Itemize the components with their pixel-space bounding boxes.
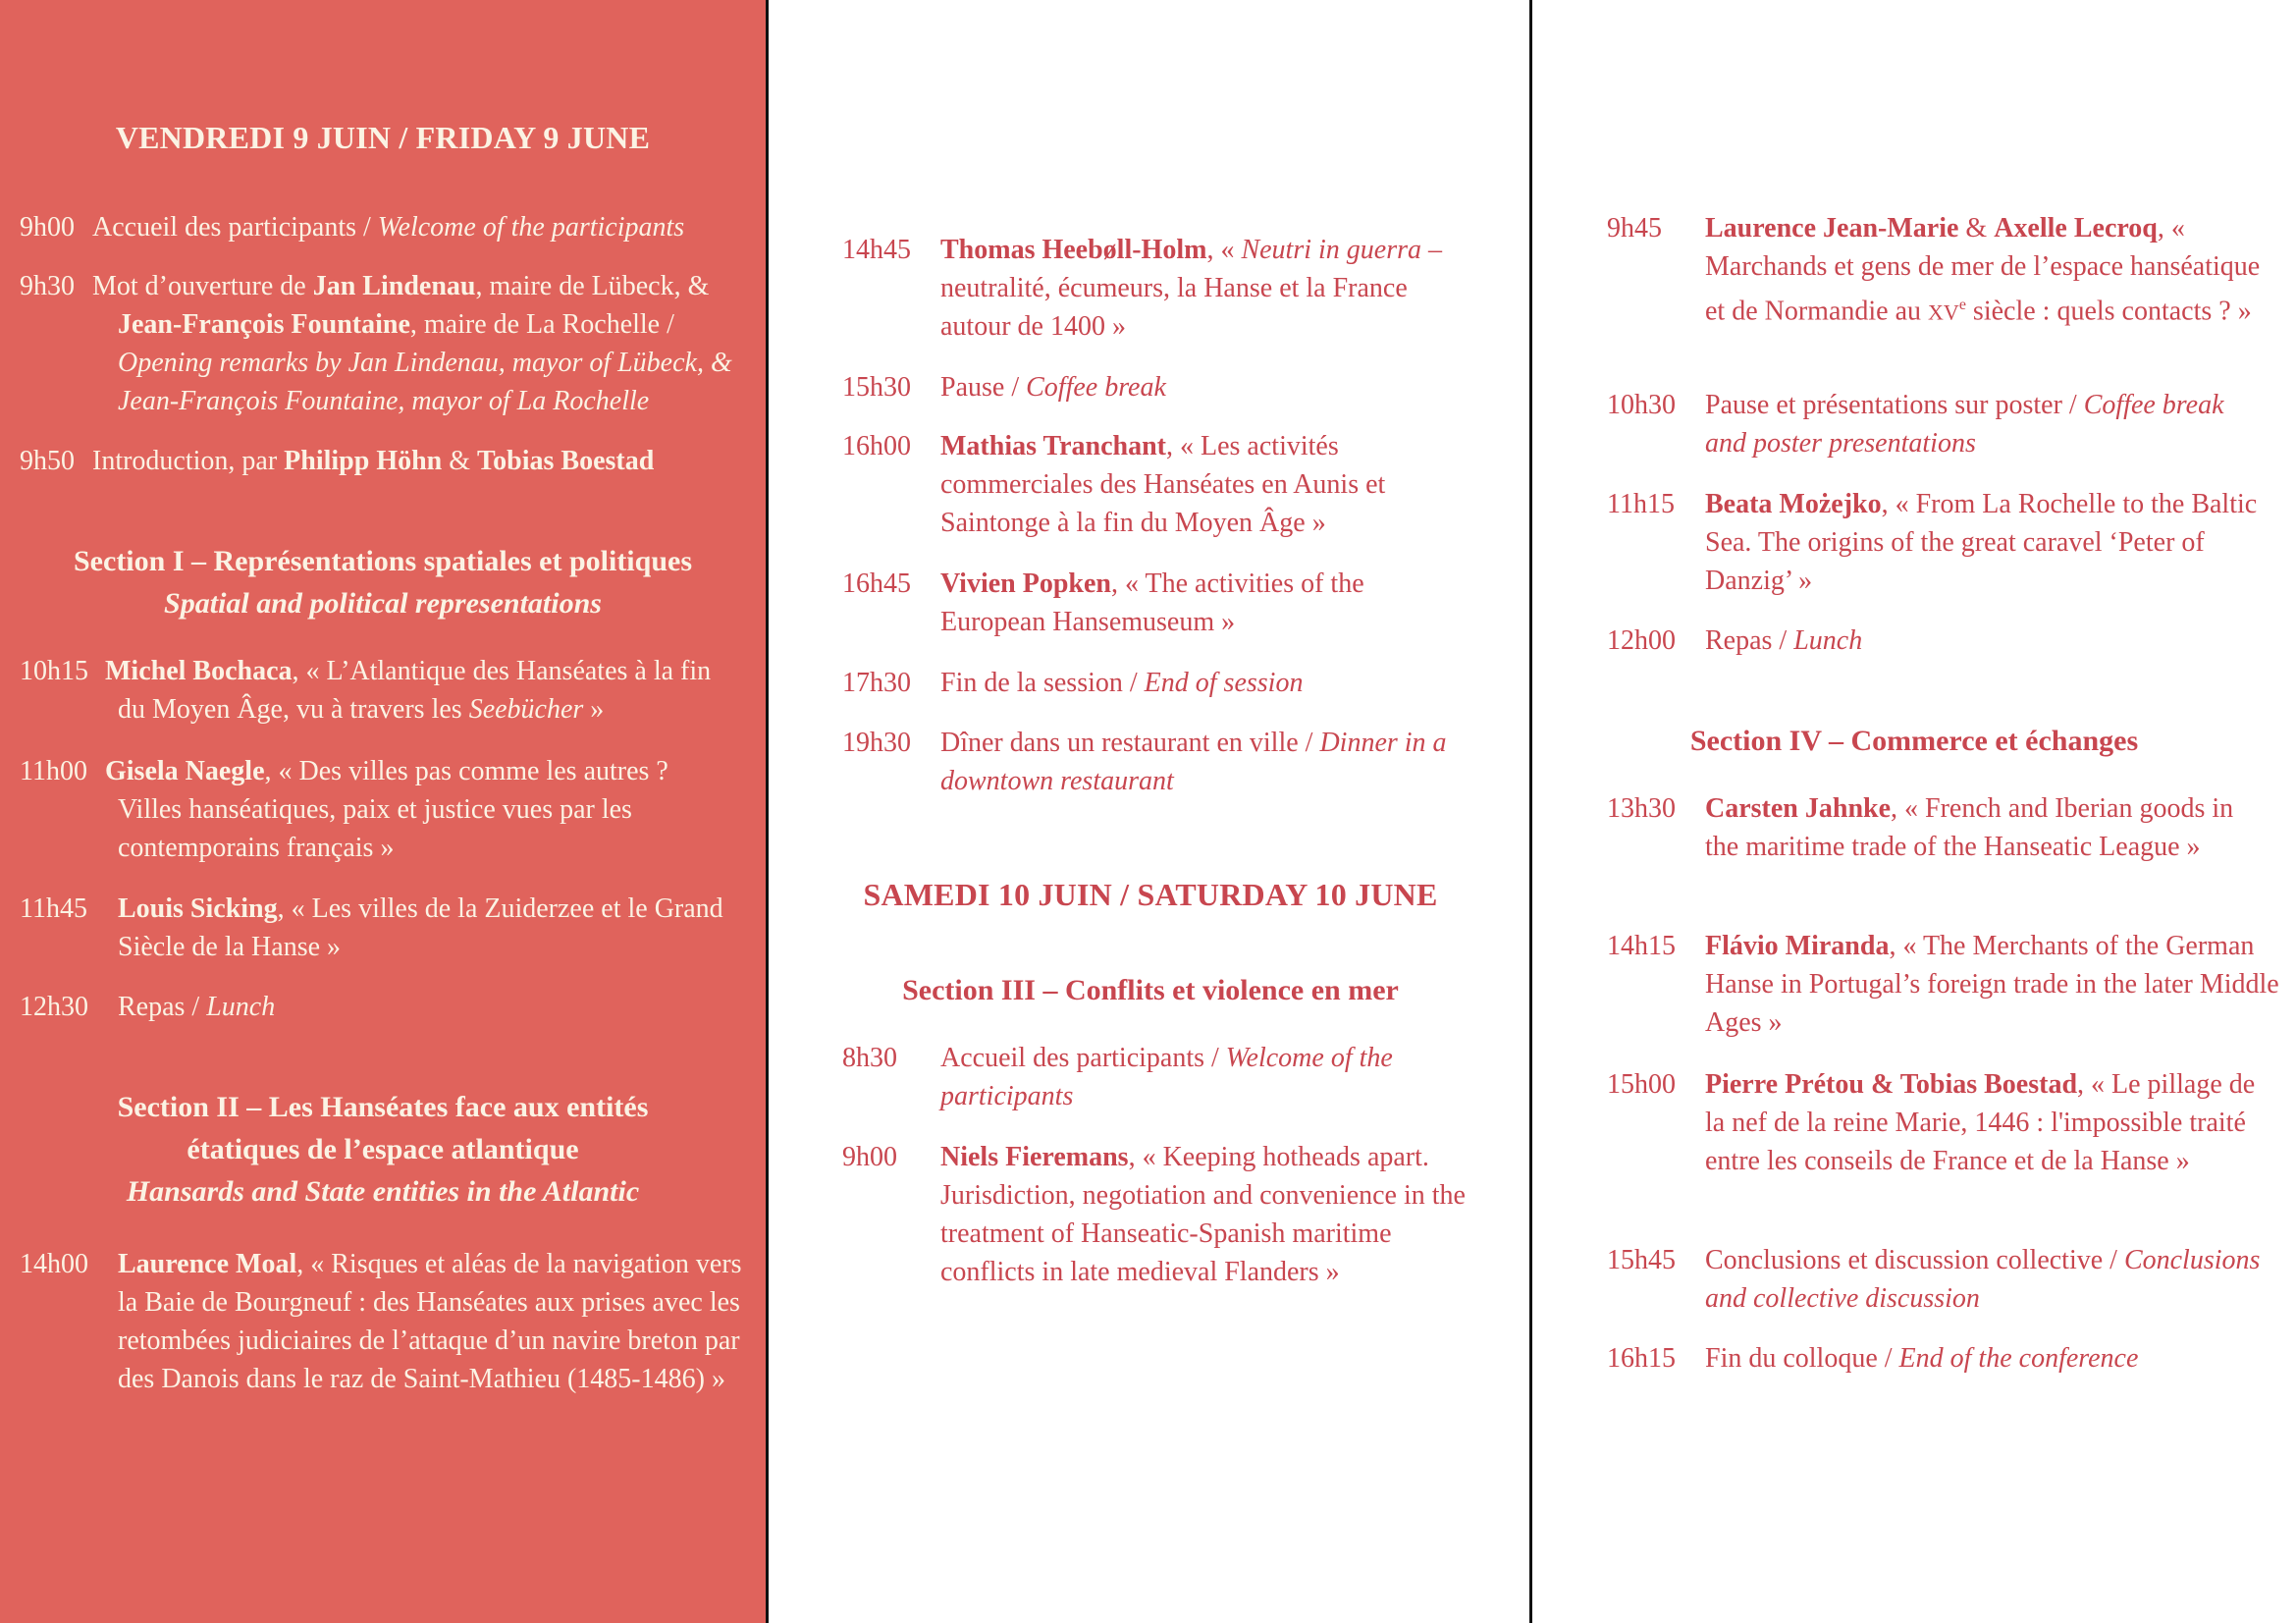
section-2-heading: Section II – Les Hanséates face aux entités étatiques de l’espace atlantique Hansards and State entities in the Atlantic [117, 1091, 649, 1208]
program-entry [842, 368, 1470, 406]
program-entry [842, 1039, 1470, 1115]
entry-text: Repas / Lunch [1705, 625, 1863, 656]
entry-time: 11h45 [20, 893, 87, 924]
entry-text: Introduction, par Philipp Höhn & Tobias Boestad [92, 446, 655, 476]
program-entry [1607, 386, 2265, 462]
entry-time: 14h45 [842, 235, 911, 265]
program-entry [842, 1138, 1470, 1291]
entry-text: Fin du colloque / End of the conference [1705, 1343, 2139, 1374]
entry-text: Thomas Heebøll-Holm, « Neutri in guerra – neutralité, écumeurs, la Hanse et la France autour de 1400 » [940, 235, 1443, 342]
entry-text: Repas / Lunch [118, 992, 276, 1022]
section-4-heading: Section IV – Commerce et échanges [1689, 725, 2139, 757]
entry-time: 15h45 [1607, 1245, 1676, 1275]
entry-time: 9h30 [20, 271, 75, 301]
entry-time: 16h15 [1607, 1343, 1676, 1374]
program-entry [1607, 789, 2265, 866]
program-entry [20, 988, 726, 1026]
entry-time: 10h30 [1607, 390, 1676, 420]
entry-time: 9h00 [20, 212, 75, 243]
program-entry [20, 652, 726, 729]
friday-heading: VENDREDI 9 JUIN / FRIDAY 9 JUNE [115, 120, 651, 155]
entry-time: 11h15 [1607, 489, 1675, 519]
friday-panel [0, 0, 766, 1623]
program-entry [1607, 1241, 2265, 1318]
program-entry [20, 752, 726, 867]
entry-text: Dîner dans un restaurant en ville / Dinner in a downtown restaurant [940, 728, 1447, 796]
entry-time: 9h50 [20, 446, 75, 476]
entry-text: Vivien Popken, « The activities of the European Hansemuseum » [940, 568, 1364, 637]
entry-time: 15h00 [1607, 1069, 1676, 1100]
program-entry [1607, 485, 2265, 600]
program-entry [1607, 622, 2265, 660]
section-1-heading: Section I – Représentations spatiales et politiques Spatial and political representations [74, 545, 692, 620]
entry-text: Pause et présentations sur poster / Coffee break and poster presentations [1705, 390, 2224, 459]
entry-text: Pause / Coffee break [940, 372, 1166, 403]
entry-text: Carsten Jahnke, « French and Iberian goods in the maritime trade of the Hanseatic League » [1705, 793, 2234, 862]
entry-text: Niels Fieremans, « Keeping hotheads apart. Jurisdiction, negotiation and convenience in the treatment of Hanseatic-Spanish maritime conflicts in late medieval Flanders » [940, 1142, 1466, 1287]
program-entry [20, 267, 746, 420]
entry-text: Conclusions et discussion collective / Conclusions and collective discussion [1705, 1245, 2261, 1314]
entry-time: 9h45 [1607, 213, 1662, 243]
program-entry [20, 208, 746, 246]
entry-text: Mot d’ouverture de Jan Lindenau, maire de Lübeck, & Jean-François Fountaine, maire de La Rochelle / Opening remarks by Jan Lindenau, mayor of Lübeck, & Jean-François Fountaine, mayor of La Rochelle [92, 271, 732, 416]
entry-time: 17h30 [842, 668, 911, 698]
friday-afternoon-saturday-panel [766, 0, 1532, 1623]
entry-text: Laurence Moal, « Risques et aléas de la navigation vers la Baie de Bourgneuf : des Hanséates aux prises avec les retombées judiciaires de l’attaque d’un navire breton par des Danois dans le raz de Saint-Mathieu (1485-1486) » [118, 1249, 742, 1394]
entry-text: Accueil des participants / Welcome of the participants [940, 1043, 1393, 1111]
entry-time: 9h00 [842, 1142, 897, 1172]
entry-time: 15h30 [842, 372, 911, 403]
entry-text: Gisela Naegle, « Des villes pas comme les autres ? Villes hanséatiques, paix et justice vues par les contemporains français » [105, 756, 668, 863]
entry-time: 19h30 [842, 728, 911, 758]
entry-text: Louis Sicking, « Les villes de la Zuiderzee et le Grand Siècle de la Hanse » [118, 893, 723, 962]
program-entry [1607, 1065, 2265, 1180]
entry-text: Beata Możejko, « From La Rochelle to the Baltic Sea. The origins of the great caravel ‘Peter of Danzig’ » [1705, 489, 2258, 596]
entry-time: 11h00 [20, 756, 87, 786]
section-3-heading: Section III – Conflits et violence en mer [902, 974, 1399, 1006]
entry-text: Michel Bochaca, « L’Atlantique des Hanséates à la fin du Moyen Âge, vu à travers les Seebücher » [105, 656, 712, 725]
program-entry [1607, 1339, 2265, 1378]
entry-time: 16h45 [842, 568, 911, 599]
entry-text: Pierre Prétou & Tobias Boestad, « Le pillage de la nef de la reine Marie, 1446 : l'impossible traité entre les conseils de France et de la Hanse » [1705, 1069, 2256, 1176]
entry-time: 13h30 [1607, 793, 1676, 824]
entry-time: 12h00 [1607, 625, 1676, 656]
program-entry [20, 1245, 752, 1398]
entry-time: 16h00 [842, 431, 911, 461]
entry-text: Fin de la session / End of session [940, 668, 1304, 698]
entry-time: 8h30 [842, 1043, 897, 1073]
program-entry [1607, 209, 2265, 331]
entry-time: 14h15 [1607, 931, 1676, 961]
entry-time: 10h15 [20, 656, 88, 686]
program-entry [1607, 927, 2294, 1042]
saturday-panel [1529, 0, 2296, 1623]
program-entry [842, 565, 1470, 641]
program-entry [842, 664, 1470, 702]
program-entry [842, 724, 1470, 800]
entry-text: Mathias Tranchant, « Les activités commerciales des Hanséates en Aunis et Saintonge à la fin du Moyen Âge » [940, 431, 1386, 538]
program-entry [842, 231, 1470, 346]
entry-text: Flávio Miranda, « The Merchants of the German Hanse in Portugal’s foreign trade in the later Middle Ages » [1705, 931, 2279, 1038]
program-entry [20, 442, 746, 480]
saturday-heading: SAMEDI 10 JUIN / SATURDAY 10 JUNE [863, 877, 1438, 912]
program-entry [20, 890, 726, 966]
entry-text: Laurence Jean-Marie & Axelle Lecroq, « Marchands et gens de mer de l’espace hanséatique et de Normandie au XVe siècle : quels contacts ? » [1705, 213, 2261, 327]
entry-text: Accueil des participants / Welcome of the participants [92, 212, 685, 243]
program-entry [842, 427, 1470, 542]
entry-time: 12h30 [20, 992, 88, 1022]
entry-time: 14h00 [20, 1249, 88, 1279]
